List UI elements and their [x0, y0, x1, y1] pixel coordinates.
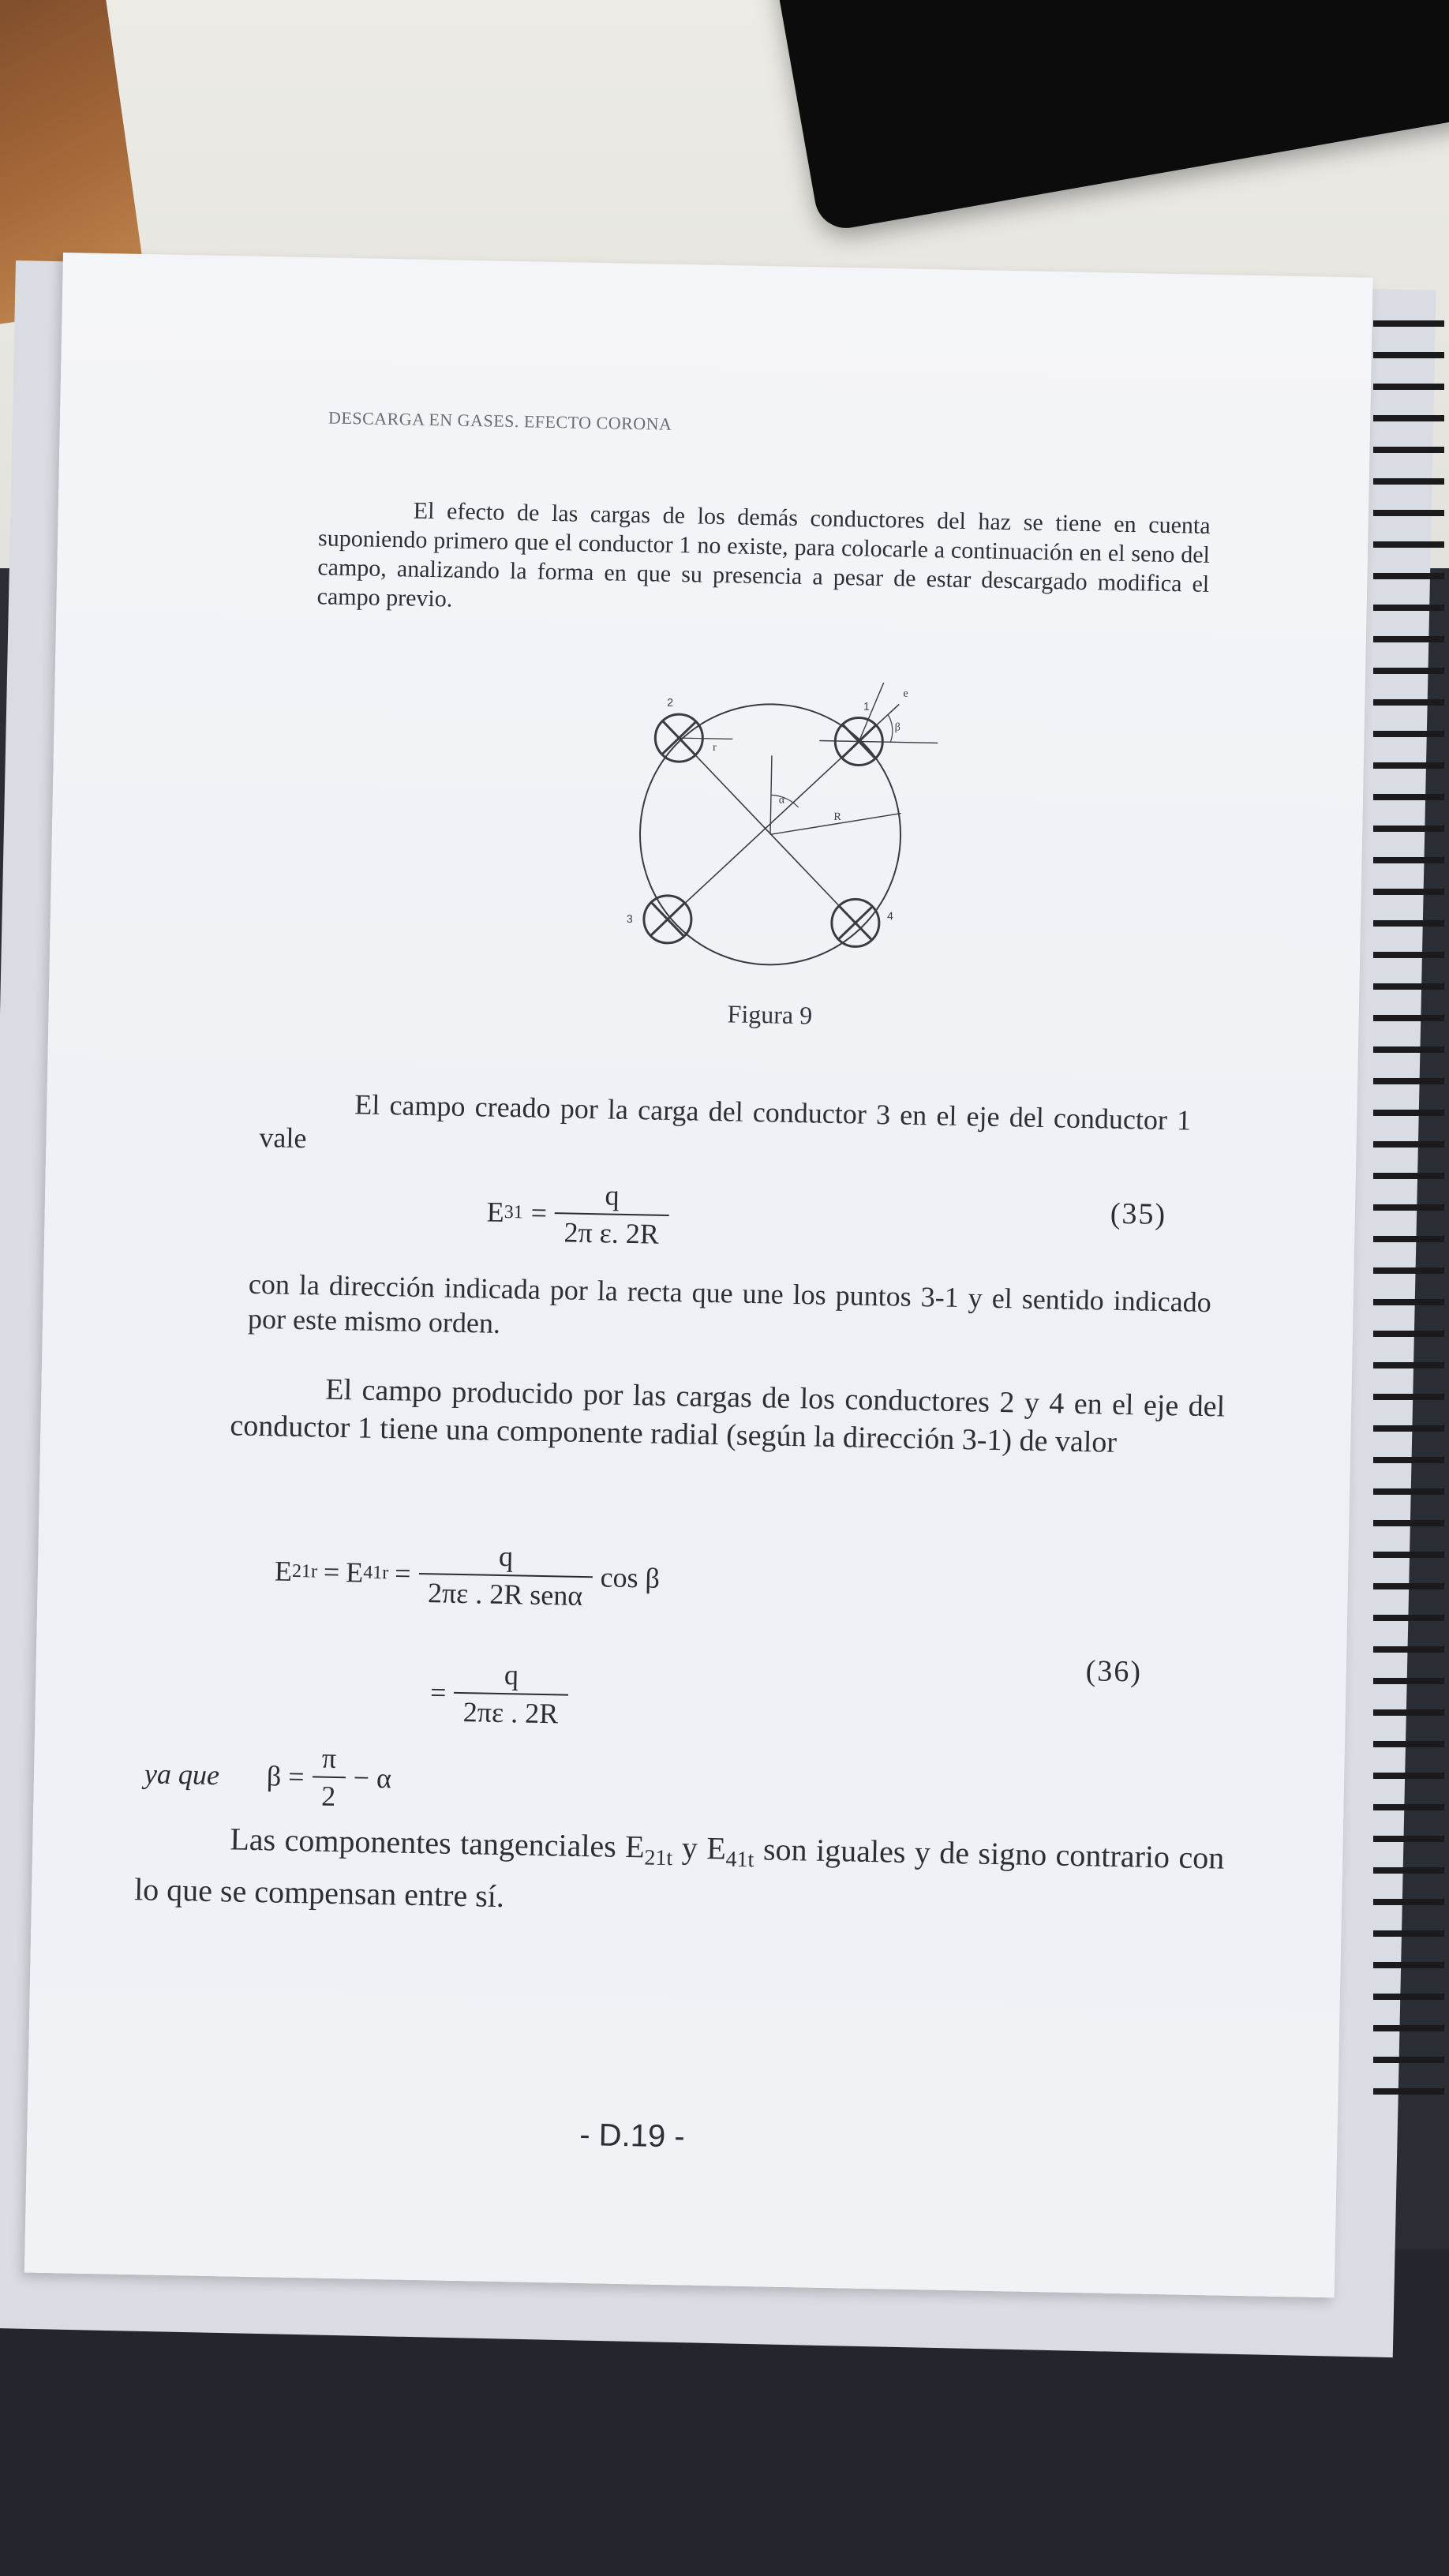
since-fraction [312, 1741, 346, 1813]
paragraph-direction: con la dirección indicada por la recta que une los puntos 3-1 y el sentido indicado por este mismo orden. [247, 1267, 1212, 1339]
e41t-symbol: E [706, 1830, 727, 1866]
eq36-equals-1: = [323, 1556, 340, 1589]
radius-r [679, 738, 732, 739]
figure-9-diagram [618, 674, 955, 972]
beta-arc [887, 714, 893, 742]
eq36-cos-beta: cos β [600, 1561, 661, 1594]
tangential-text-c: son iguales y de signo contrario con lo que se compensan entre sí. [133, 1831, 1225, 1915]
label-1: 1 [863, 699, 871, 713]
label-2: 2 [667, 695, 674, 709]
equation-36-line-2 [429, 1657, 576, 1731]
since-lhs: β = [266, 1760, 305, 1793]
paragraph-radial-component [230, 1368, 1226, 1463]
eq35-lhs: E [486, 1196, 505, 1228]
indent [230, 1397, 325, 1398]
tangential-text-b: y [672, 1829, 707, 1866]
eq36-numerator-2: q [504, 1659, 519, 1691]
eq35-fraction [554, 1178, 669, 1251]
e41t-sub: 41t [725, 1847, 754, 1873]
label-3: 3 [626, 912, 633, 926]
label-beta: β [894, 721, 900, 734]
indent [135, 1848, 230, 1849]
eq35-numerator: q [605, 1179, 620, 1211]
eq36-lhs2-sub: 41r [363, 1562, 389, 1583]
horizontal-axis [819, 741, 938, 743]
paragraph-field-3 [259, 1085, 1191, 1173]
label-4: 4 [886, 909, 894, 923]
page-number: - D.19 - [578, 2117, 686, 2155]
eq35-lhs-sub: 31 [504, 1201, 524, 1222]
since-statement [144, 1738, 392, 1814]
eq36-fraction-1 [418, 1538, 593, 1612]
figure-caption: Figura 9 [727, 999, 813, 1030]
since-tail: − α [353, 1762, 392, 1795]
label-e: e [903, 687, 908, 700]
paragraph-tangential [134, 1817, 1225, 1930]
eq36-equals-2: = [394, 1557, 411, 1589]
eq35-denominator: 2π ε. 2R [554, 1212, 668, 1251]
since-label: ya que [144, 1758, 220, 1792]
eq36-lhs1-sub: 21r [291, 1560, 318, 1582]
spiral-binding [1373, 300, 1444, 2115]
paragraph-field-3-text: El campo creado por la carga del conductor 3 en el eje del conductor 1 vale [259, 1088, 1192, 1155]
since-numerator: π [321, 1742, 337, 1774]
indent [319, 516, 414, 518]
paragraph-radial-component-text: El campo producido por las cargas de los conductores 2 y 4 en el eje del conductor 1 tiene una componente radial (según la dirección 3-1) de valor [230, 1372, 1226, 1459]
eq36-lhs1: E [274, 1555, 293, 1587]
eq36-denominator-1: 2πε . 2R senα [418, 1573, 593, 1612]
since-denominator: 2 [312, 1776, 346, 1813]
e21t-symbol: E [624, 1829, 646, 1865]
label-R: R [833, 811, 841, 824]
label-r: r [712, 741, 717, 754]
line-3-1 [668, 738, 859, 923]
paragraph-intro [316, 494, 1211, 628]
indent [260, 1112, 354, 1114]
eq35-equals: = [530, 1196, 548, 1229]
e21t-sub: 21t [644, 1845, 673, 1871]
eq36-numerator-1: q [498, 1540, 514, 1573]
equation-36-line-1 [274, 1535, 661, 1613]
paragraph-intro-text: El efecto de las cargas de los demás conductores del haz se tiene en cuenta suponiendo primero que el conductor 1 no existe, para colocarle a continuación en el seno del campo, analizando la forma en que su presencia a pesar de estar descargado modifica el campo previo. [316, 497, 1211, 612]
equation-number-36: (36) [1085, 1654, 1143, 1689]
eq36-equals-3: = [429, 1676, 447, 1709]
eq36-lhs2: E [345, 1556, 364, 1589]
equation-35 [486, 1177, 677, 1252]
line-2-4 [676, 738, 859, 923]
eq36-denominator-2: 2πε . 2R [454, 1692, 568, 1731]
running-header: DESCARGA EN GASES. EFECTO CORONA [328, 407, 672, 434]
label-alpha: α [778, 794, 785, 807]
equation-number-35: (35) [1110, 1196, 1167, 1232]
tangential-text-a: Las componentes tangenciales [230, 1821, 626, 1865]
eq36-fraction-2 [454, 1657, 569, 1731]
document-page [24, 253, 1373, 2297]
